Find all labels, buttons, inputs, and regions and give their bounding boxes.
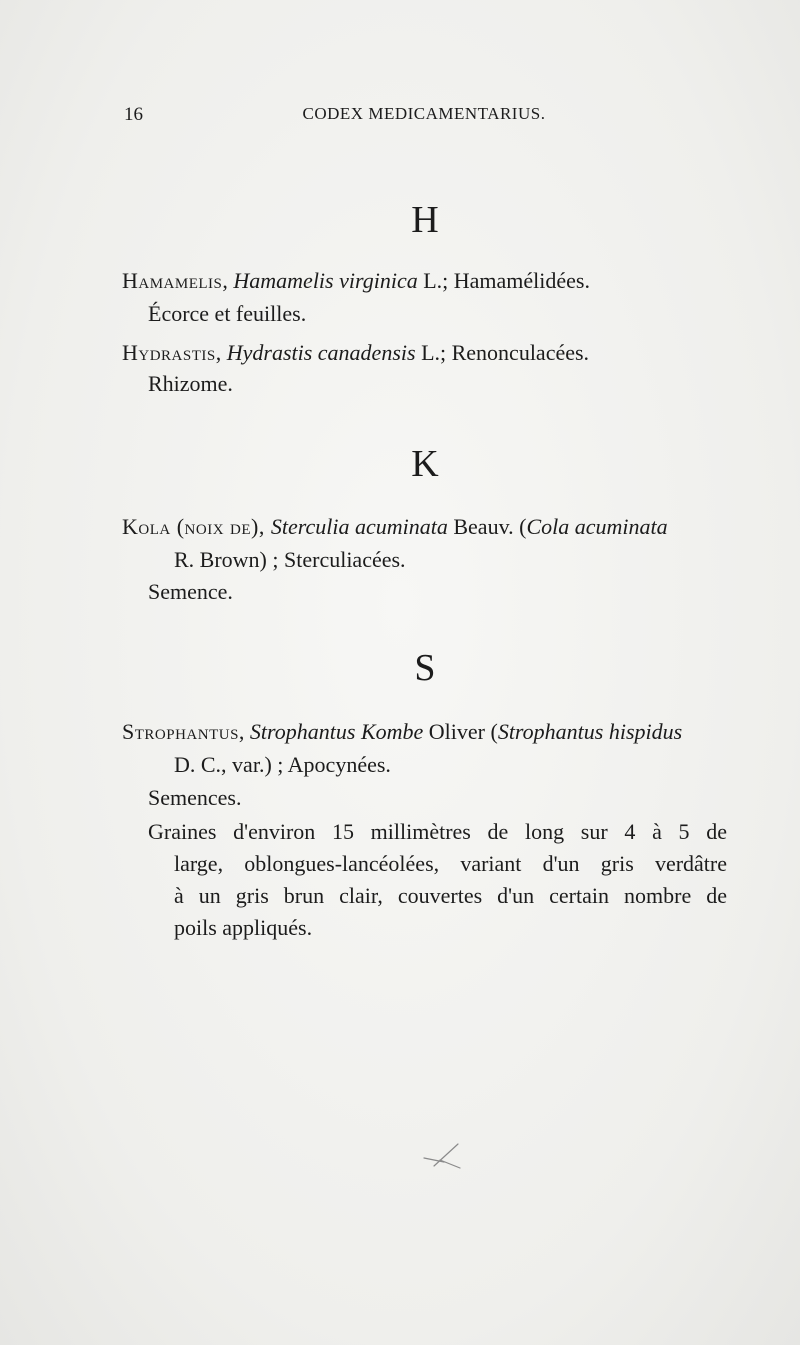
plant-part: Semence. [148,579,233,604]
description-line-3 [174,881,727,911]
family-text: L.; Hamamélidées. [417,268,590,293]
running-head [124,104,724,128]
entry-heading-line [122,338,589,368]
qualifier: (noix de), [170,514,271,539]
plant-part: Écorce et feuilles. [148,301,307,326]
family-text: L.; Renonculacées. [415,340,590,365]
page-number: 16 [124,104,143,125]
description-line-4: poils appliqués. [174,915,313,940]
species-name: Strophantus Kombe [249,719,424,744]
species-name: Hydrastis canadensis [226,340,416,365]
description-text: large, oblongues-lancéolées, variant d'un gris verdâtre [174,851,727,876]
section-letter-h: H [411,199,439,241]
drug-name: Hydrastis [122,340,216,365]
drug-name: Kola [122,514,171,539]
synonym-name: Cola acuminata [526,514,668,539]
entry-heading-line [122,266,590,296]
separator: , [215,340,227,365]
description-line-1 [148,817,727,847]
separator: , [222,268,234,293]
synonym-name: Strophantus hispidus [497,719,683,744]
entry-heading-line [122,717,682,747]
running-title: CODEX MEDICAMENTARIUS. [302,104,546,123]
description-text: Graines d'environ 15 millimètres de long sur 4 à 5 de [148,819,727,844]
entry-continuation-line: D. C., var.) ; Apocynées. [174,752,391,777]
species-name: Sterculia acuminata [270,514,448,539]
species-name: Hamamelis virginica [233,268,418,293]
separator: , [238,719,250,744]
section-letter-s: S [414,647,436,689]
entry-continuation-line: R. Brown) ; Sterculiacées. [174,547,406,572]
plant-part: Semences. [148,785,242,810]
entry-heading-line [122,512,668,542]
description-line-2 [174,849,727,879]
drug-name: Hamamelis [122,268,223,293]
author-text: Oliver ( [423,719,498,744]
pencil-mark-icon [420,1138,464,1172]
author-text: Beauv. ( [447,514,527,539]
plant-part: Rhizome. [148,371,233,396]
section-letter-k: K [411,443,439,485]
description-text: à un gris brun clair, couvertes d'un certain nombre de [174,883,727,908]
drug-name: Strophantus [122,719,239,744]
